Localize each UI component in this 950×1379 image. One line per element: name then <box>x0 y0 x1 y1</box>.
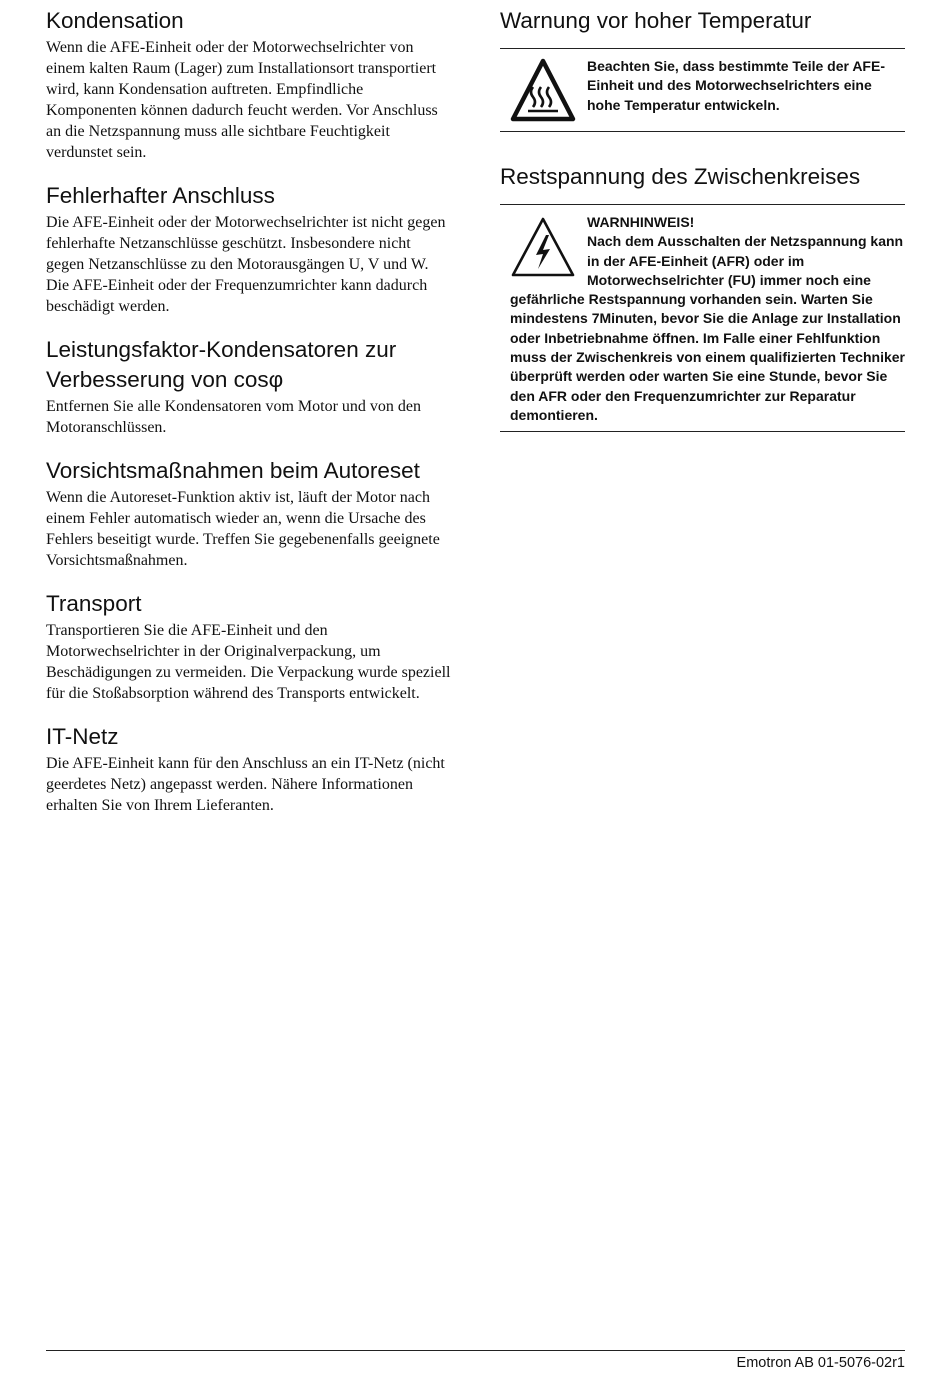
section-kondensation <box>46 6 451 163</box>
section-body: Die AFE-Einheit kann für den Anschluss an ein IT-Netz (nicht geerdetes Netz) angepasst werden. Nähere Informationen erhalten Sie von Ihrem Lieferanten. <box>46 755 445 814</box>
temperature-warning-text: Beachten Sie, dass bestimmte Teile der AFE-Einheit und des Motorwechselrichters eine hohe Temperatur entwickeln. <box>587 58 885 113</box>
section-heading: Fehlerhafter Anschluss <box>46 183 275 208</box>
section-residual-voltage <box>500 162 905 432</box>
section-transport <box>46 589 451 704</box>
footer-doc-id: Emotron AB 01-5076-02r1 <box>736 1355 905 1371</box>
section-heading: Vorsichtsmaßnahmen beim Autoreset <box>46 458 420 483</box>
electrical-hazard-icon <box>509 215 577 281</box>
warning-text-rest: gefährliche Restspannung vorhanden sein. Warten Sie mindestens 7Minuten, bevor Sie die Anlage zur Installation oder Inbetriebnahme öffnen. Im Falle einer Fehlfunktion muss der Zwischenkreis von einem qualifizierten Techniker überprüft werden oder warten Sie eine Stunde, bevor Sie den AFR oder den Frequenzumrichter zur Reparatur demontieren. <box>510 291 905 423</box>
section-fehlerhafter-anschluss <box>46 181 451 317</box>
section-heading: Restspannung des Zwischenkreises <box>500 164 861 189</box>
left-column <box>46 6 451 834</box>
section-temperature-warning <box>500 6 905 132</box>
section-heading: Leistungsfaktor-Kondensatoren zur Verbesserung von cosφ <box>46 337 397 392</box>
residual-voltage-warning-box <box>500 204 905 432</box>
section-autoreset <box>46 456 451 571</box>
section-body: Wenn die AFE-Einheit oder der Motorwechselrichter von einem kalten Raum (Lager) zum Installationsort transportiert wird, kann Kondensation auftreten. Empfindliche Komponenten können dadurch feucht werden. Vor Anschluss an die Netzspannung muss alle sichtbare Feuchtigkeit verdunstet sein. <box>46 39 438 161</box>
section-body: Die AFE-Einheit oder der Motorwechselrichter ist nicht gegen fehlerhafte Netzanschlüsse geschützt. Insbesondere nicht gegen Netzanschlüsse zu den Motorausgängen U, V und W. Die AFE-Einheit oder der Frequenzumrichter kann dadurch beschädigt werden. <box>46 214 446 315</box>
section-body: Entfernen Sie alle Kondensatoren vom Motor und von den Motoranschlüssen. <box>46 398 422 436</box>
section-heading: Warnung vor hoher Temperatur <box>500 8 812 33</box>
section-body: Wenn die Autoreset-Funktion aktiv ist, läuft der Motor nach einem Fehler automatisch wieder an, wenn die Ursache des Fehlers beseitigt wurde. Treffen Sie gegebenenfalls geeignete Vorsichtsmaßnahmen. <box>46 489 440 569</box>
warning-text-indented: Nach dem Ausschalten der Netzspannung kann in der AFE-Einheit (AFR) oder im Motorwechselrichter (FU) immer noch eine <box>587 233 904 288</box>
section-heading: Kondensation <box>46 8 184 33</box>
section-heading: IT-Netz <box>46 724 119 749</box>
temperature-warning-box <box>500 48 905 132</box>
section-heading: Transport <box>46 591 142 616</box>
right-column <box>500 6 905 450</box>
section-body: Transportieren Sie die AFE-Einheit und den Motorwechselrichter in der Originalverpackung, um Beschädigungen zu vermeiden. Die Verpackung wurde speziell für die Stoßabsorption während des Transports entwickelt. <box>46 622 451 702</box>
section-leistungsfaktor <box>46 335 451 438</box>
footer-divider <box>46 1350 905 1351</box>
warning-label: WARNHINWEIS! <box>587 214 695 230</box>
section-it-netz <box>46 722 451 816</box>
hot-surface-warning-icon <box>509 57 577 123</box>
